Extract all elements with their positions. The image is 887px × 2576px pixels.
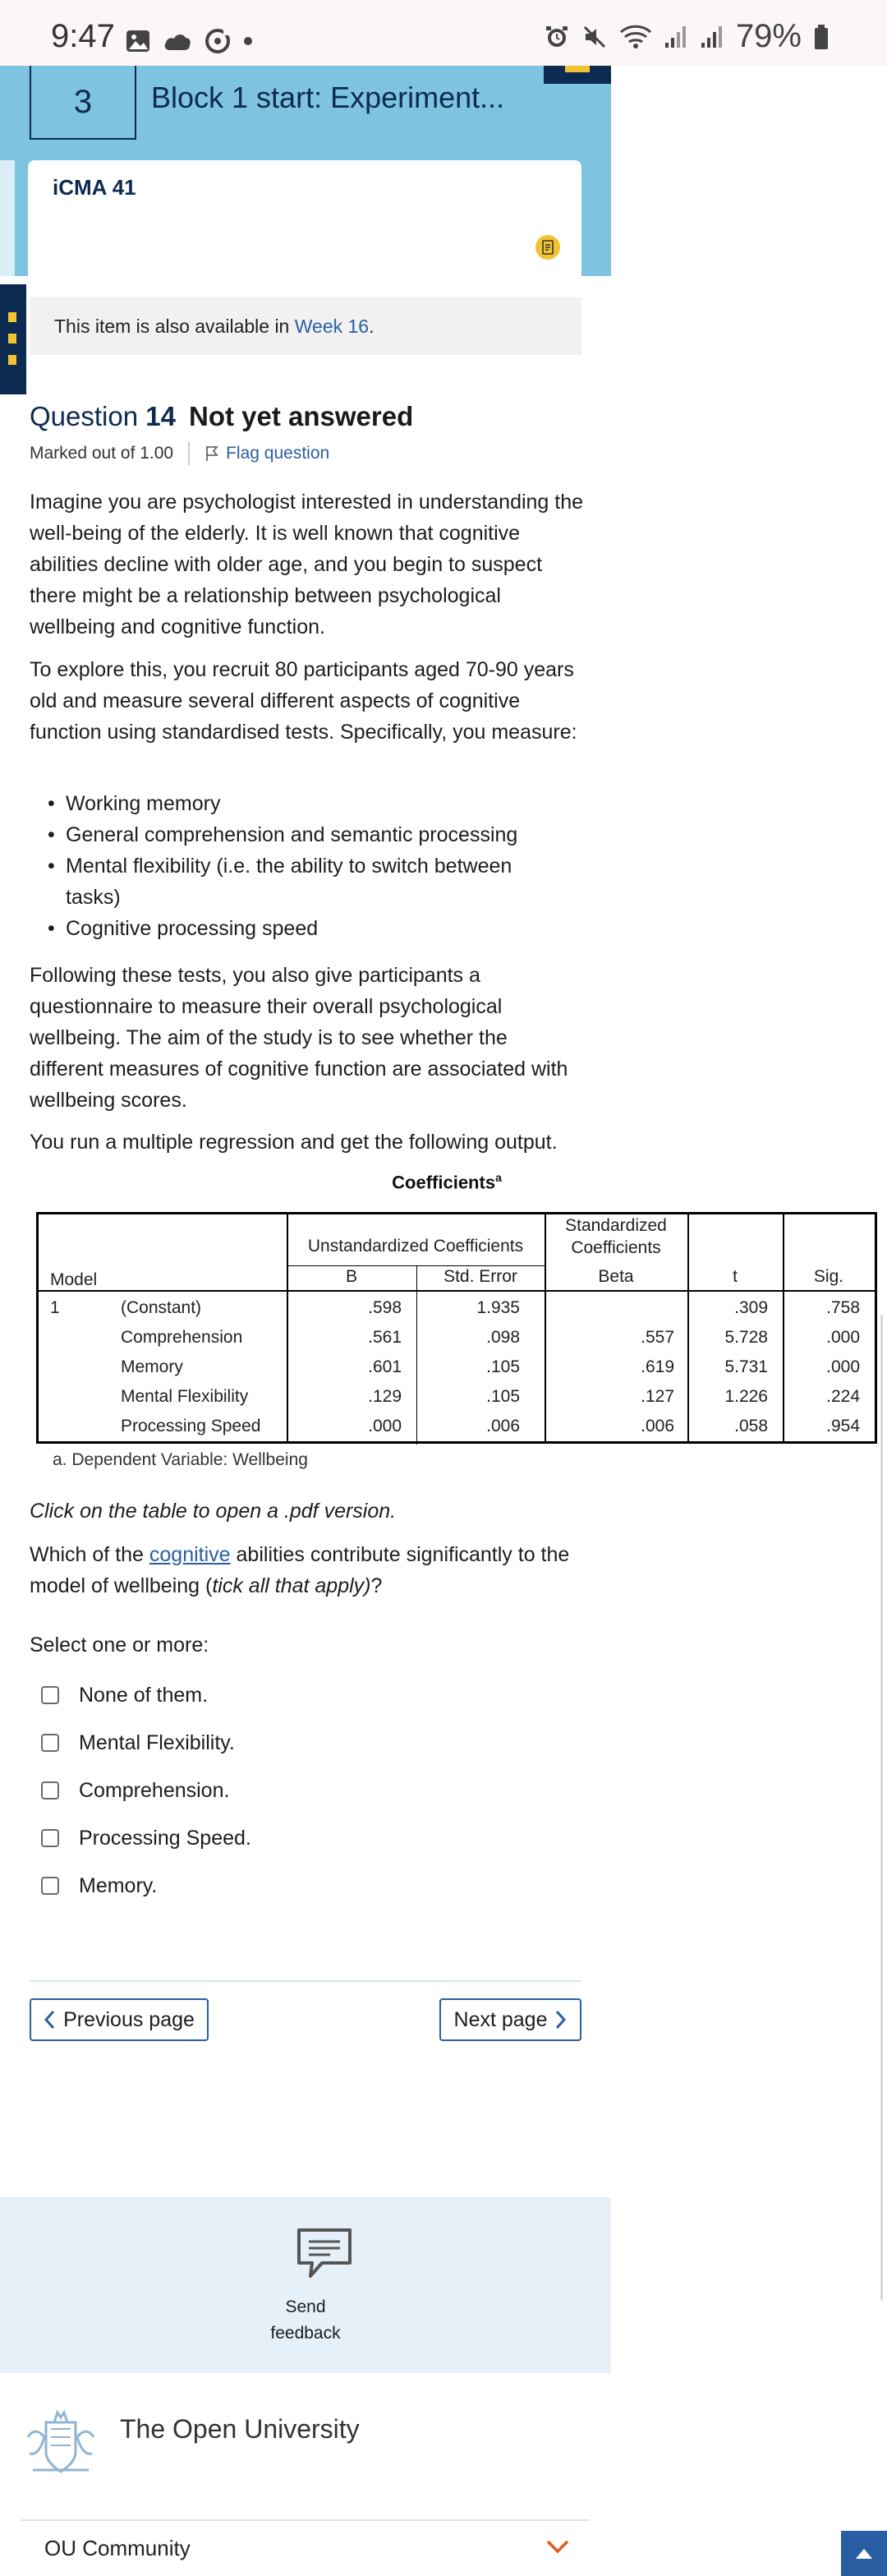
cell-b: .598 <box>368 1298 402 1317</box>
send-feedback-label: Send feedback <box>270 2297 341 2343</box>
availability-text: This item is also available in Week 16. <box>54 316 375 337</box>
glossary-link[interactable]: cognitive <box>149 1543 231 1566</box>
option-none[interactable]: None of them. <box>41 1671 251 1719</box>
list-item: • Cognitive processing speed <box>30 913 555 944</box>
checkbox[interactable] <box>41 1877 59 1895</box>
alarm-icon <box>544 24 570 50</box>
scrollbar[interactable] <box>880 1315 883 2301</box>
header-model: Model <box>50 1270 98 1289</box>
question-meta <box>30 442 329 465</box>
notification-dot-icon <box>243 36 253 46</box>
row-name: Mental Flexibility <box>121 1387 249 1406</box>
list-item: • Mental flexibility (i.e. the ability to switch between tasks) <box>30 850 555 913</box>
row-name: Processing Speed <box>121 1417 261 1435</box>
cell-se: .105 <box>486 1357 520 1376</box>
status-time: 9:47 <box>51 18 115 54</box>
open-university-name: The Open University <box>120 2414 360 2444</box>
send-feedback-section[interactable] <box>0 2197 611 2373</box>
header-beta: Beta <box>598 1267 634 1286</box>
next-page-button[interactable]: Next page <box>439 1998 581 2041</box>
coefficients-table[interactable] <box>36 1171 877 1475</box>
table-hint: Click on the table to open a .pdf version. <box>30 1500 397 1523</box>
flag-icon <box>205 445 219 462</box>
footer-divider <box>21 2519 590 2521</box>
option-comprehension[interactable]: Comprehension. <box>41 1767 251 1814</box>
battery-icon <box>813 24 830 50</box>
cell-t: 1.226 <box>724 1387 768 1406</box>
header-unstandardized: Unstandardized Coefficients <box>307 1237 524 1256</box>
table-title: Coefficients$^a$ <box>392 1171 502 1193</box>
question-number: 14 <box>145 401 176 431</box>
side-drawer-tab[interactable] <box>0 284 26 394</box>
previous-page-button[interactable]: Previous page <box>30 1998 209 2041</box>
header-sig: Sig. <box>813 1267 844 1286</box>
question-paragraph-1: Imagine you are psychologist interested in understanding the well-being of the elderly. It is well known that cognitive abilities decline with older age, and you begin to suspect there might be a relationship between psychological wellbeing and cognitive function. <box>30 491 584 638</box>
cell-t: 5.731 <box>724 1357 768 1376</box>
availability-notice <box>30 297 581 355</box>
question-prompt: Which of the cognitive abilities contribute significantly to the model of wellbeing (tick all that apply)? <box>30 1543 570 1597</box>
mute-icon <box>581 24 608 50</box>
measures-list <box>30 788 555 944</box>
gallery-icon <box>125 29 151 53</box>
cell-b: .561 <box>368 1328 402 1347</box>
option-mental-flexibility[interactable]: Mental Flexibility. <box>41 1719 251 1767</box>
list-item: • Working memory <box>30 788 555 819</box>
signal-icon-2 <box>700 25 724 49</box>
checkbox[interactable] <box>41 1829 59 1847</box>
question-paragraph-4: You run a multiple regression and get the following output. <box>30 1131 558 1154</box>
question-paragraph-2: To explore this, you recruit 80 participants aged 70-90 years old and measure several different aspects of cognitive function using standardised tests. Specifically, you measure: <box>30 658 577 744</box>
chevron-down-icon[interactable] <box>545 2537 570 2555</box>
table-grid <box>36 1212 877 1444</box>
cell-beta: .557 <box>641 1328 674 1347</box>
wifi-icon <box>619 24 652 50</box>
row-name: Comprehension <box>121 1328 243 1347</box>
checkbox[interactable] <box>41 1781 59 1800</box>
menu-tab[interactable] <box>544 66 611 84</box>
header-b: B <box>345 1267 357 1286</box>
model-number: 1 <box>50 1298 60 1317</box>
ou-community-toggle[interactable]: OU Community <box>44 2536 191 2560</box>
chevron-left-icon <box>44 2010 55 2030</box>
row-name: Memory <box>121 1357 183 1376</box>
question-paragraph-3: Following these tests, you also give participants a questionnaire to measure their overall psychological wellbeing. The aim of the study is to see whether the different measures of cognitive function are associated with wellbeing scores. <box>30 964 568 1112</box>
header-t: t <box>733 1267 738 1286</box>
cell-se: .105 <box>486 1387 520 1406</box>
caret-up-icon <box>854 2547 874 2560</box>
scroll-to-top-button[interactable] <box>841 2531 887 2576</box>
battery-percent: 79% <box>735 18 802 54</box>
select-label: Select one or more: <box>30 1634 209 1657</box>
cell-t: .058 <box>734 1417 768 1435</box>
header-standardized: Standardized Coefficients <box>565 1216 667 1257</box>
option-processing-speed[interactable]: Processing Speed. <box>41 1814 251 1862</box>
open-university-crest-icon <box>21 2404 100 2480</box>
cell-t: .309 <box>734 1298 768 1317</box>
cell-se: .006 <box>486 1417 520 1435</box>
question-heading: Question 14 Not yet answered <box>30 401 414 431</box>
week-link[interactable]: Week 16 <box>294 316 370 337</box>
status-right-icons <box>544 18 830 55</box>
sync-icon <box>204 27 232 55</box>
cell-beta: .619 <box>641 1357 674 1376</box>
cell-beta: .006 <box>641 1417 674 1435</box>
cell-sig: .758 <box>826 1298 860 1317</box>
cell-sig: .954 <box>826 1417 860 1435</box>
answer-options <box>41 1671 251 1910</box>
document-badge-icon[interactable] <box>535 235 560 260</box>
signal-icon <box>664 25 688 49</box>
left-strip <box>0 160 15 276</box>
status-left-icons <box>125 25 253 58</box>
status-bar <box>0 0 887 66</box>
cell-se: .098 <box>486 1328 520 1347</box>
cell-b: .601 <box>368 1357 402 1376</box>
list-item: • General comprehension and semantic processing <box>30 819 555 850</box>
row-name: (Constant) <box>121 1298 202 1317</box>
header-std-error: Std. Error <box>444 1267 517 1286</box>
marked-out-of: Marked out of 1.00 <box>30 444 174 463</box>
table-footnote: a. Dependent Variable: Wellbeing <box>53 1450 308 1469</box>
icma-card <box>28 160 581 276</box>
cell-b: .129 <box>368 1387 402 1406</box>
chevron-right-icon <box>555 2010 567 2030</box>
cell-beta: .127 <box>641 1387 674 1406</box>
cell-b: .000 <box>368 1417 402 1435</box>
block-title[interactable]: Block 1 start: Experiment... <box>151 81 505 114</box>
cell-se: 1.935 <box>476 1298 520 1317</box>
checkbox[interactable] <box>41 1734 59 1752</box>
cell-t: 5.728 <box>724 1328 768 1347</box>
cell-sig: .000 <box>826 1357 860 1376</box>
cell-sig: .224 <box>826 1387 860 1406</box>
divider <box>30 1980 581 1982</box>
icma-title: iCMA 41 <box>53 175 136 200</box>
checkbox[interactable] <box>41 1686 59 1704</box>
cloud-icon <box>163 30 192 52</box>
block-number: 3 <box>30 66 136 140</box>
option-memory[interactable]: Memory. <box>41 1862 251 1910</box>
flag-question-link[interactable]: Flag question <box>205 444 329 463</box>
feedback-speech-icon <box>294 2227 355 2281</box>
question-state: Not yet answered <box>188 401 414 431</box>
cell-sig: .000 <box>826 1328 860 1347</box>
